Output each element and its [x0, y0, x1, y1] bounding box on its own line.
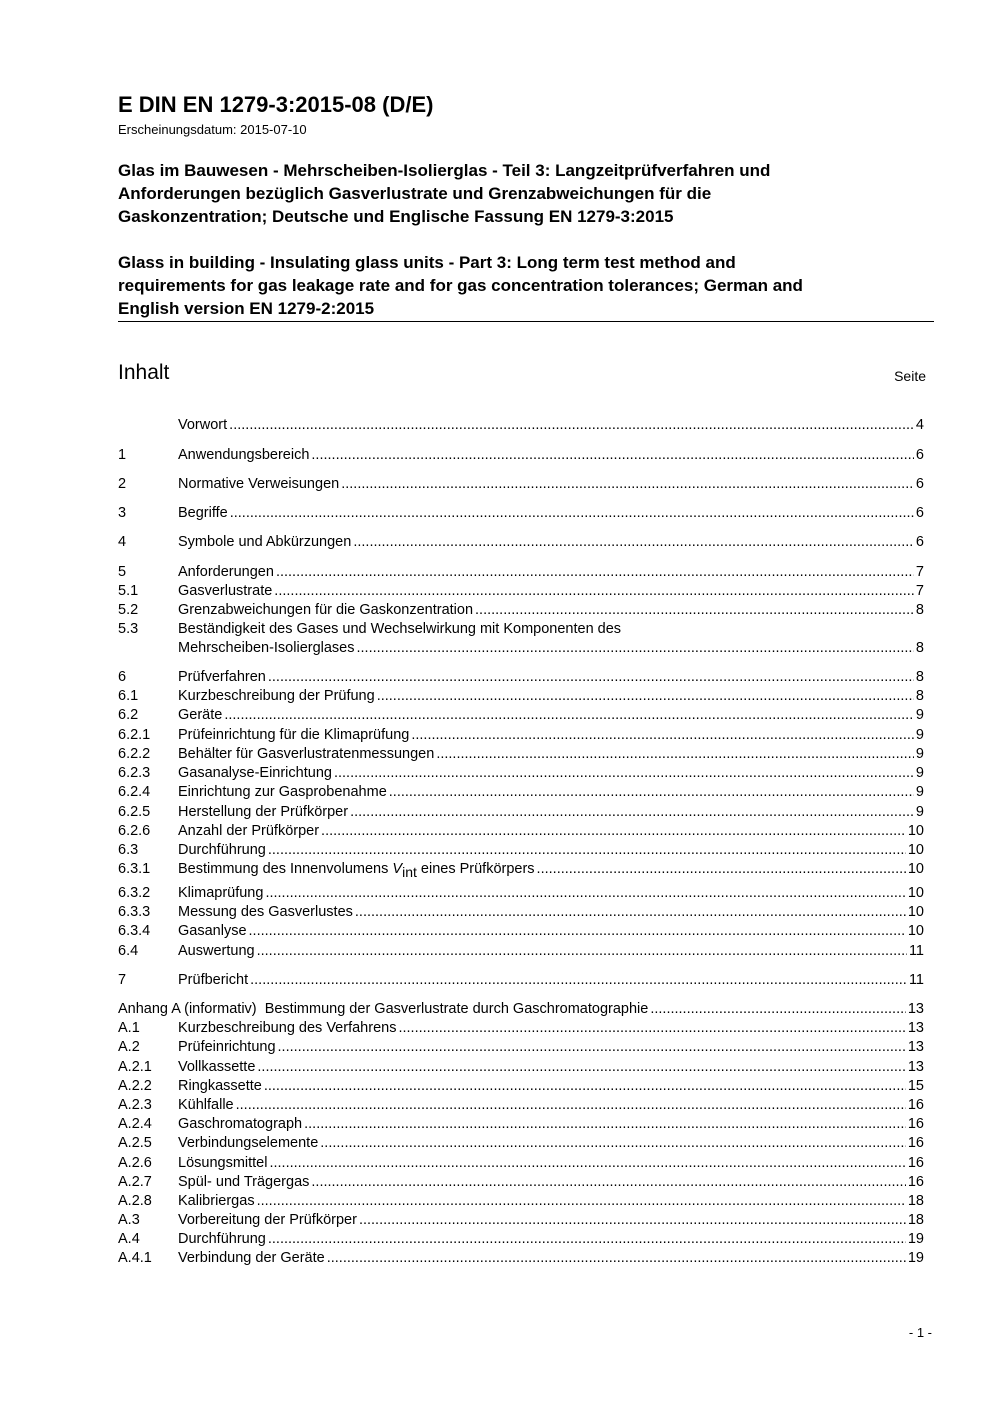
- toc-entry-page: 9: [915, 804, 924, 820]
- dot-leader: [274, 582, 914, 601]
- dot-leader: [276, 563, 914, 582]
- dot-leader: [411, 726, 914, 745]
- toc-entry[interactable]: [118, 1249, 924, 1268]
- toc-entry-number: 6.3.1: [118, 861, 151, 877]
- dot-leader: [257, 1192, 906, 1211]
- toc-entry-number: 6.4: [118, 943, 139, 959]
- dot-leader: [268, 668, 914, 687]
- variable-subscript: int: [402, 864, 417, 880]
- toc-entry-label: Kalibriergas: [178, 1193, 255, 1209]
- toc-entry-number: A.2.4: [118, 1116, 152, 1132]
- toc-entry-number: 6.3: [118, 842, 139, 858]
- dot-leader: [278, 1038, 906, 1057]
- toc-entry[interactable]: [118, 687, 924, 706]
- title-english-line: English version EN 1279-2:2015: [118, 299, 375, 318]
- toc-entry[interactable]: [118, 668, 924, 687]
- title-german-line: Gaskonzentration; Deutsche und Englische Fassung EN 1279-3:2015: [118, 207, 674, 226]
- toc-entry-number: 6.2.4: [118, 784, 151, 800]
- toc-entry-number: A.4: [118, 1231, 140, 1247]
- toc-entry-page: 10: [907, 923, 924, 939]
- dot-leader: [327, 1249, 906, 1268]
- toc-entry-page: 16: [907, 1116, 924, 1132]
- dot-leader: [269, 1154, 905, 1173]
- dot-leader: [265, 884, 905, 903]
- dot-leader: [250, 971, 907, 990]
- toc-entry[interactable]: [118, 1230, 924, 1249]
- toc-entry-number: A.2: [118, 1039, 140, 1055]
- title-german-line: Glas im Bauwesen - Mehrscheiben-Isolierglas - Teil 3: Langzeitprüfverfahren und: [118, 161, 771, 180]
- dot-leader: [398, 1019, 905, 1038]
- toc-entry-page: 13: [907, 1001, 924, 1017]
- toc-entry-label: Mehrscheiben-Isolierglases: [178, 640, 355, 656]
- dot-leader: [268, 841, 906, 860]
- toc-entry-number: 6.2.3: [118, 765, 151, 781]
- toc-entry[interactable]: [118, 1211, 924, 1230]
- toc-entry-number: A.4.1: [118, 1250, 152, 1266]
- toc-entry-number: A.1: [118, 1020, 140, 1036]
- toc-entry-number: 6: [118, 669, 127, 685]
- toc-heading: Inhalt: [118, 361, 170, 384]
- toc-entry-page: 10: [907, 842, 924, 858]
- toc-entry[interactable]: [118, 860, 924, 879]
- toc-entry-label: Vorbereitung der Prüfkörper: [178, 1212, 357, 1228]
- toc-entry-label: Herstellung der Prüfkörper: [178, 804, 349, 820]
- toc-entry-label: Einrichtung zur Gasprobenahme: [178, 784, 387, 800]
- dot-leader: [264, 1077, 906, 1096]
- toc-entry-number: A.3: [118, 1212, 140, 1228]
- toc-entry-number: A.2.8: [118, 1193, 152, 1209]
- toc-entry-number: 1: [118, 447, 127, 463]
- toc-entry-page: 9: [915, 784, 924, 800]
- toc-entry[interactable]: [118, 446, 924, 465]
- toc-entry[interactable]: [118, 745, 924, 764]
- title-divider: [118, 321, 934, 322]
- toc-entry[interactable]: [118, 783, 924, 802]
- toc-entry-label: Vorwort: [178, 417, 228, 433]
- title-german: [118, 159, 934, 228]
- toc-entry[interactable]: [118, 1000, 924, 1019]
- toc-entry-label: Kühlfalle: [178, 1097, 234, 1113]
- label-text: eines Prüfkörpers: [416, 861, 535, 877]
- toc-entry[interactable]: [118, 1058, 924, 1077]
- toc-entry-page: 16: [907, 1097, 924, 1113]
- toc-entry-label: Auswertung: [178, 943, 255, 959]
- toc-entry-number: 2: [118, 476, 127, 492]
- toc-entry-number: 6.2.2: [118, 746, 151, 762]
- toc-entry-label: Normative Verweisungen: [178, 476, 340, 492]
- page-number: - 1 -: [908, 1325, 932, 1340]
- toc-entry-label: Verbindung der Geräte: [178, 1250, 325, 1266]
- toc-entry-page: 13: [907, 1020, 924, 1036]
- toc-entry[interactable]: [118, 475, 924, 494]
- toc-entry-page: 16: [907, 1174, 924, 1190]
- toc-entry[interactable]: [118, 922, 924, 941]
- toc-entry-label: Gaschromatograph: [178, 1116, 303, 1132]
- annex-info: (informativ): [184, 1001, 257, 1017]
- toc-entry-number: 6.2.5: [118, 804, 151, 820]
- annex-prefix: Anhang A: [118, 1001, 185, 1017]
- toc-entry-label: Prüfverfahren: [178, 669, 266, 685]
- document-id: E DIN EN 1279-3:2015-08 (D/E): [118, 92, 434, 117]
- dot-leader: [389, 783, 914, 802]
- toc-entry[interactable]: [118, 416, 924, 435]
- toc-entry-page: 9: [915, 707, 924, 723]
- toc-entry[interactable]: [118, 884, 924, 903]
- toc-entry-number: 5.3: [118, 621, 139, 637]
- toc-entry-label: Durchführung: [178, 1231, 266, 1247]
- dot-leader: [230, 504, 914, 523]
- variable-symbol: V: [392, 861, 403, 877]
- dot-leader: [236, 1096, 906, 1115]
- toc-entry-page: 19: [907, 1231, 924, 1247]
- title-english: [118, 251, 934, 320]
- toc-entry-number: 5.1: [118, 583, 139, 599]
- dot-leader: [355, 903, 906, 922]
- toc-entry[interactable]: [118, 563, 924, 582]
- toc-entry-label: Symbole und Abkürzungen: [178, 534, 352, 550]
- toc-entry-page: 7: [915, 564, 924, 580]
- toc-entry[interactable]: [118, 841, 924, 860]
- toc-entry-label: Verbindungselemente: [178, 1135, 319, 1151]
- toc-entry-page: 9: [915, 746, 924, 762]
- toc-entry-page: 9: [915, 765, 924, 781]
- toc-entry-page: 10: [907, 885, 924, 901]
- toc-entry-page: 13: [907, 1059, 924, 1075]
- dot-leader: [357, 639, 914, 658]
- toc-entry-label: Gasverlustrate: [178, 583, 273, 599]
- label-text: Bestimmung des Innenvolumens: [178, 861, 393, 877]
- toc-entry-continuation[interactable]: [118, 639, 924, 658]
- dot-leader: [377, 687, 914, 706]
- toc-entry-page: 8: [915, 640, 924, 656]
- toc-entry[interactable]: [118, 620, 924, 639]
- toc-entry-page: 11: [908, 943, 924, 959]
- toc-entry[interactable]: [118, 533, 924, 552]
- toc-entry-number: 6.2.1: [118, 727, 151, 743]
- toc-entry[interactable]: [118, 971, 924, 990]
- dot-leader: [229, 416, 914, 435]
- title-english-line: requirements for gas leakage rate and for gas concentration tolerances; German and: [118, 276, 803, 295]
- toc-entry-label: Behälter für Gasverlustratenmessungen: [178, 746, 435, 762]
- toc-entry-label: Prüfeinrichtung für die Klimaprüfung: [178, 727, 410, 743]
- toc-entry-label: Grenzabweichungen für die Gaskonzentration: [178, 602, 474, 618]
- toc-entry-number: 3: [118, 505, 127, 521]
- toc-entry[interactable]: [118, 1173, 924, 1192]
- toc-entry-page: 4: [915, 417, 924, 433]
- dot-leader: [537, 860, 906, 879]
- dot-leader: [650, 1000, 906, 1019]
- dot-leader: [249, 922, 906, 941]
- dot-leader: [311, 446, 914, 465]
- issue-date: Erscheinungsdatum: 2015-07-10: [118, 122, 307, 137]
- toc-entry-number: 4: [118, 534, 127, 550]
- toc-entry[interactable]: [118, 1077, 924, 1096]
- toc-entry-label: Gasanalyse-Einrichtung: [178, 765, 332, 781]
- toc-entry-label: Durchführung: [178, 842, 266, 858]
- toc-entry-label: [118, 1000, 648, 1019]
- toc-entry-label: Beständigkeit des Gases und Wechselwirkung mit Komponenten des: [178, 621, 622, 637]
- toc-entry[interactable]: [118, 601, 924, 620]
- toc-entry-number: 6.3.4: [118, 923, 151, 939]
- toc-entry-number: A.2.3: [118, 1097, 152, 1113]
- toc-entry-number: 6.3.2: [118, 885, 151, 901]
- toc-entry-page: 10: [907, 861, 924, 877]
- toc-entry-number: A.2.1: [118, 1059, 152, 1075]
- toc-entry[interactable]: [118, 1192, 924, 1211]
- dot-leader: [436, 745, 914, 764]
- toc-entry-label: Anwendungsbereich: [178, 447, 310, 463]
- toc-entry[interactable]: [118, 1038, 924, 1057]
- toc-entry[interactable]: [118, 504, 924, 523]
- toc-entry-label: Anforderungen: [178, 564, 274, 580]
- toc-entry-number: 6.3.3: [118, 904, 151, 920]
- toc-entry-page: 6: [915, 447, 924, 463]
- toc-entry-label: Anzahl der Prüfkörper: [178, 823, 320, 839]
- annex-title: Bestimmung der Gasverlustrate durch Gaschromatographie: [256, 1001, 649, 1017]
- toc-entry-page: 16: [907, 1135, 924, 1151]
- toc-entry-label: Kurzbeschreibung des Verfahrens: [178, 1020, 397, 1036]
- toc-entry-page: 9: [915, 727, 924, 743]
- toc-entry-number: 6.2: [118, 707, 139, 723]
- toc-entry[interactable]: [118, 726, 924, 745]
- toc-entry-number: 7: [118, 972, 127, 988]
- title-german-line: Anforderungen bezüglich Gasverlustrate und Grenzabweichungen für die: [118, 184, 712, 203]
- toc-entry-label: Ringkassette: [178, 1078, 262, 1094]
- toc-entry-label: Prüfbericht: [178, 972, 249, 988]
- toc-entry-number: A.2.2: [118, 1078, 152, 1094]
- toc-entry-label: Vollkassette: [178, 1059, 256, 1075]
- toc-entry[interactable]: [118, 903, 924, 922]
- toc-entry-label: Messung des Gasverlustes: [178, 904, 353, 920]
- document-page: [118, 0, 934, 1403]
- dot-leader: [311, 1173, 905, 1192]
- toc-entry-number: 6.2.6: [118, 823, 151, 839]
- toc-entry[interactable]: [118, 706, 924, 725]
- toc-entry[interactable]: [118, 803, 924, 822]
- toc-entry-page: 8: [915, 602, 924, 618]
- toc-entry-number: 5: [118, 564, 127, 580]
- toc-entry-label: Begriffe: [178, 505, 228, 521]
- toc-entry-number: A.2.6: [118, 1155, 152, 1171]
- toc-entry[interactable]: [118, 582, 924, 601]
- toc-entry-number: A.2.5: [118, 1135, 152, 1151]
- toc-entry-page: 13: [907, 1039, 924, 1055]
- dot-leader: [320, 1134, 906, 1153]
- toc-entry-label: Prüfeinrichtung: [178, 1039, 276, 1055]
- toc-entry-page: 10: [907, 823, 924, 839]
- dot-leader: [321, 822, 906, 841]
- toc-entry[interactable]: [118, 942, 924, 961]
- dot-leader: [475, 601, 914, 620]
- toc-entry-page: 8: [915, 669, 924, 685]
- toc-entry[interactable]: [118, 1154, 924, 1173]
- toc-entry-label: Spül- und Trägergas: [178, 1174, 310, 1190]
- toc-page-column-label: Seite: [894, 368, 926, 384]
- dot-leader: [304, 1115, 906, 1134]
- toc-entry-page: 19: [907, 1250, 924, 1266]
- toc-entry-label: Geräte: [178, 707, 223, 723]
- toc-entry-page: 18: [907, 1212, 924, 1228]
- dot-leader: [224, 706, 914, 725]
- dot-leader: [334, 764, 914, 783]
- dot-leader: [353, 533, 914, 552]
- toc-entry-page: 8: [915, 688, 924, 704]
- toc-entry-label: Klimaprüfung: [178, 885, 264, 901]
- dot-leader: [268, 1230, 906, 1249]
- title-english-line: Glass in building - Insulating glass units - Part 3: Long term test method and: [118, 253, 736, 272]
- toc-entry-page: 6: [915, 534, 924, 550]
- toc-entry-page: 10: [907, 904, 924, 920]
- toc-entry-number: A.2.7: [118, 1174, 152, 1190]
- toc-entry-page: 15: [907, 1078, 924, 1094]
- toc-entry[interactable]: [118, 822, 924, 841]
- dot-leader: [257, 942, 907, 961]
- dot-leader: [359, 1211, 906, 1230]
- toc-entry[interactable]: [118, 1115, 924, 1134]
- toc-entry-page: 7: [915, 583, 924, 599]
- toc-entry[interactable]: [118, 1096, 924, 1115]
- toc-entry-number: 6.1: [118, 688, 139, 704]
- toc-entry-page: 18: [907, 1193, 924, 1209]
- toc-entry-label: Lösungsmittel: [178, 1155, 268, 1171]
- toc-entry-page: 16: [907, 1155, 924, 1171]
- dot-leader: [350, 803, 914, 822]
- toc-entry[interactable]: [118, 1134, 924, 1153]
- toc-entry-page: 11: [908, 972, 924, 988]
- toc-entry-page: 6: [915, 476, 924, 492]
- toc-entry[interactable]: [118, 1019, 924, 1038]
- toc-entry-label: Gasanlyse: [178, 923, 247, 939]
- toc-entry[interactable]: [118, 764, 924, 783]
- dot-leader: [257, 1058, 905, 1077]
- dot-leader: [341, 475, 914, 494]
- toc-entry-number: 5.2: [118, 602, 139, 618]
- toc-entry-label: [178, 860, 535, 882]
- toc-entry-page: 6: [915, 505, 924, 521]
- toc-entry-label: Kurzbeschreibung der Prüfung: [178, 688, 375, 704]
